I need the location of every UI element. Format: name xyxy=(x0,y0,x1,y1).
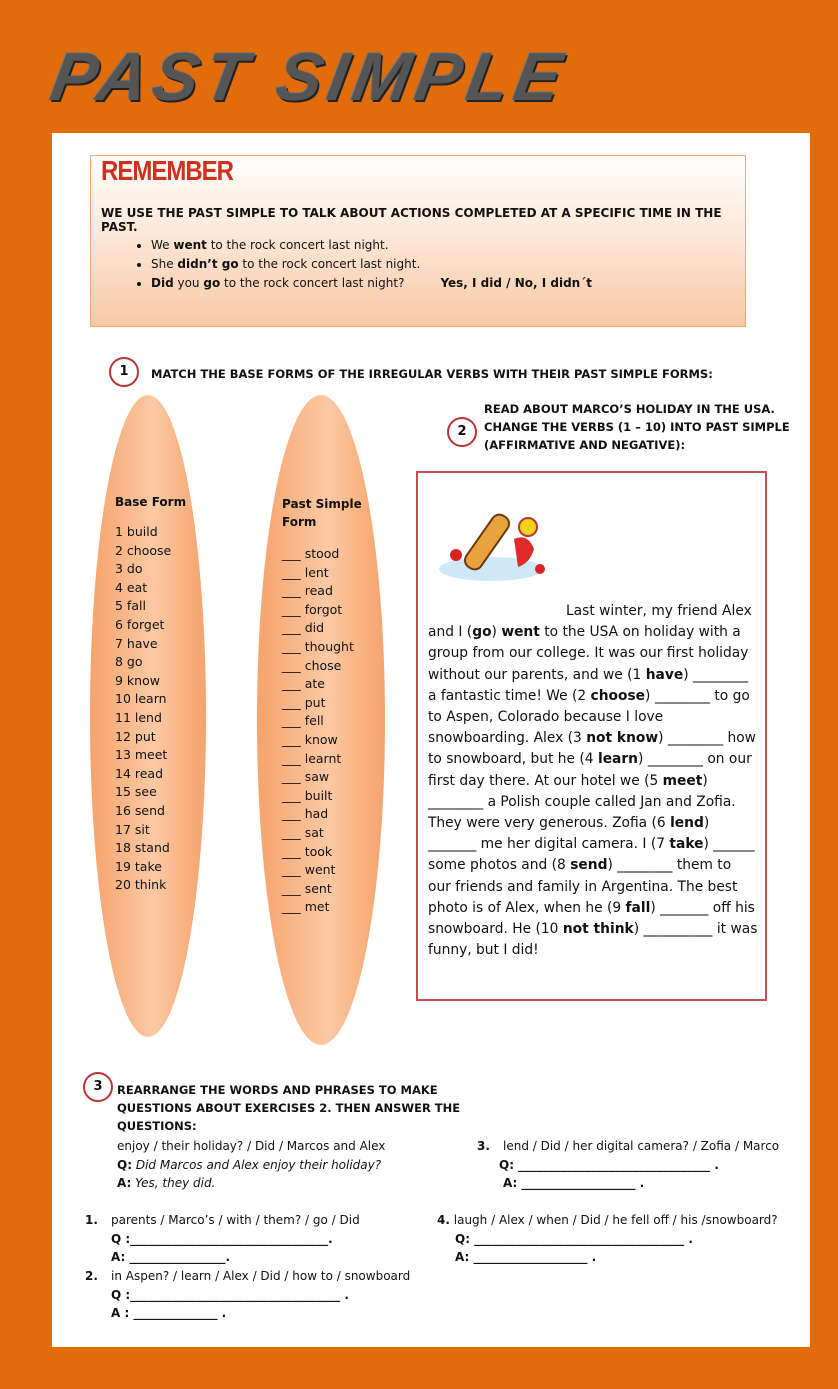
past-form-item[interactable]: ___ fell xyxy=(282,713,324,729)
past-form-heading: Past Simple Form xyxy=(282,497,362,529)
exercise-2-instruction: READ ABOUT MARCO’S HOLIDAY IN THE USA. CHANGE THE VERBS (1 – 10) INTO PAST SIMPLE (AFFIRMATIVE AND NEGATIVE): xyxy=(484,402,790,452)
past-form-item[interactable]: ___ went xyxy=(282,862,336,878)
question-1: 1. parents / Marco’s / with / them? / go / Did Q :_________________________________. A: ________________. xyxy=(85,1211,360,1267)
exercise-3-number: 3 xyxy=(83,1072,113,1102)
past-form-item[interactable]: ___ forgot xyxy=(282,601,343,617)
base-form-list xyxy=(115,523,186,895)
example-affirmative: • We went to the rock concert last night. xyxy=(151,238,592,252)
example-negative: • She didn’t go to the rock concert last night. xyxy=(151,257,592,271)
base-form-item: 19 take xyxy=(115,858,162,874)
base-form-item: 3 do xyxy=(115,561,143,577)
remember-heading: REMEMBER xyxy=(101,155,234,187)
past-form-column xyxy=(282,495,362,917)
past-form-item[interactable]: ___ sent xyxy=(282,880,332,896)
question-4-a-line[interactable]: A: ___________________ . xyxy=(455,1250,597,1264)
base-form-item: 13 meet xyxy=(115,747,168,763)
base-form-item: 12 put xyxy=(115,728,156,744)
base-form-item: 14 read xyxy=(115,765,164,781)
base-form-item: 18 stand xyxy=(115,840,170,856)
base-form-item: 11 lend xyxy=(115,709,162,725)
remember-box xyxy=(90,155,746,327)
past-form-item[interactable]: ___ had xyxy=(282,806,329,822)
snowboarder-clipart-icon xyxy=(436,507,556,587)
base-form-item: 10 learn xyxy=(115,691,167,707)
past-form-item[interactable]: ___ did xyxy=(282,620,325,636)
question-1-q-line[interactable]: Q :_________________________________. xyxy=(111,1231,333,1246)
question-3-q-line[interactable]: Q: ________________________________ . xyxy=(499,1157,719,1172)
past-form-item[interactable]: ___ took xyxy=(282,843,333,859)
base-form-item: 17 sit xyxy=(115,821,150,837)
grammar-rule: WE USE THE PAST SIMPLE TO TALK ABOUT ACTIONS COMPLETED AT A SPECIFIC TIME IN THE PAST. xyxy=(101,206,722,234)
past-form-item[interactable]: ___ built xyxy=(282,787,333,803)
example-answer: Yes, I did / No, I didn´t xyxy=(440,276,592,290)
past-form-item[interactable]: ___ thought xyxy=(282,638,354,654)
base-form-item: 4 eat xyxy=(115,579,148,595)
past-form-item[interactable]: ___ know xyxy=(282,731,338,747)
past-form-item[interactable]: ___ learnt xyxy=(282,750,342,766)
question-1-a-line[interactable]: A: ________________. xyxy=(111,1250,231,1264)
base-form-item: 6 forget xyxy=(115,616,165,632)
past-form-item[interactable]: ___ ate xyxy=(282,676,325,692)
story-box xyxy=(416,471,767,1001)
past-form-list xyxy=(282,545,362,917)
base-form-item: 20 think xyxy=(115,877,167,893)
worksheet xyxy=(52,133,810,1347)
question-2: 2. in Aspen? / learn / Alex / Did / how to / snowboard Q :___________________________________ . A : ______________ . xyxy=(85,1267,410,1323)
base-form-item: 9 know xyxy=(115,672,160,688)
question-4-q-line[interactable]: Q: ___________________________________ . xyxy=(455,1231,693,1246)
base-form-item: 15 see xyxy=(115,784,157,800)
exercise-3-instruction: REARRANGE THE WORDS AND PHRASES TO MAKE QUESTIONS ABOUT EXERCISES 2. THEN ANSWER THE QUESTIONS: xyxy=(117,1083,461,1133)
past-form-item[interactable]: ___ chose xyxy=(282,657,342,673)
base-form-item: 8 go xyxy=(115,654,143,670)
example-list xyxy=(126,238,592,295)
exercise-1-number: 1 xyxy=(109,357,139,387)
example-question: • Did you go to the rock concert last night? Yes, I did / No, I didn´t xyxy=(151,276,592,290)
question-2-q-line[interactable]: Q :___________________________________ . xyxy=(111,1287,349,1302)
past-form-item[interactable]: ___ stood xyxy=(282,546,340,561)
question-3-a-line[interactable]: A: ___________________ . xyxy=(503,1176,645,1190)
past-form-item[interactable]: ___ saw xyxy=(282,769,330,785)
past-form-item[interactable]: ___ read xyxy=(282,583,333,599)
story-text: Last winter, my friend Alex and I (go) went to the USA on holiday with a group from our college. It was our first holiday without our parents, and we (1 have) ________ a fantastic time! We (2 choose) ________ to go to Aspen, Colorado because I love snowboarding. Alex (3 not know) ________ how to snowboard, but he (4 learn) ________ on our first day there. At our hotel we (5 meet) ________ a Polish couple called Jan and Zofia. They were very generous. Zofia (6 lend) _______ me her digital camera. I (7 take) ______ some photos and (8 send) ________ them to our friends and family in Argentina. The best photo is of Alex, when he (9 fall) _______ off his snowboard. He (10 not think) __________ it was funny, but I did! xyxy=(428,603,758,959)
past-form-item[interactable]: ___ put xyxy=(282,694,326,710)
question-2-a-line[interactable]: A : ______________ . xyxy=(111,1306,227,1320)
past-form-item[interactable]: ___ met xyxy=(282,899,330,915)
exercise-2-number: 2 xyxy=(447,417,477,447)
base-form-item: 1 build xyxy=(115,524,158,539)
base-form-item: 7 have xyxy=(115,635,158,651)
example-question-block: enjoy / their holiday? / Did / Marcos and Alex Q: Did Marcos and Alex enjoy their holiday? A: Yes, they did. xyxy=(117,1139,386,1190)
question-4: 4. laugh / Alex / when / Did / he fell off / his /snowboard? Q: ___________________________________ . A: ___________________ . xyxy=(437,1211,778,1267)
past-form-item[interactable]: ___ sat xyxy=(282,824,324,840)
page-title: PAST SIMPLE xyxy=(45,39,574,115)
base-form-item: 5 fall xyxy=(115,598,146,614)
base-form-item: 16 send xyxy=(115,802,165,818)
question-3: 3. lend / Did / her digital camera? / Zofia / Marco Q: ________________________________ . A: ___________________ . xyxy=(477,1137,779,1193)
exercise-1-instruction: MATCH THE BASE FORMS OF THE IRREGULAR VERBS WITH THEIR PAST SIMPLE FORMS: xyxy=(151,367,713,381)
base-form-item: 2 choose xyxy=(115,542,172,558)
base-form-column xyxy=(115,493,186,895)
past-form-item[interactable]: ___ lent xyxy=(282,564,329,580)
base-form-heading: Base Form xyxy=(115,495,187,509)
